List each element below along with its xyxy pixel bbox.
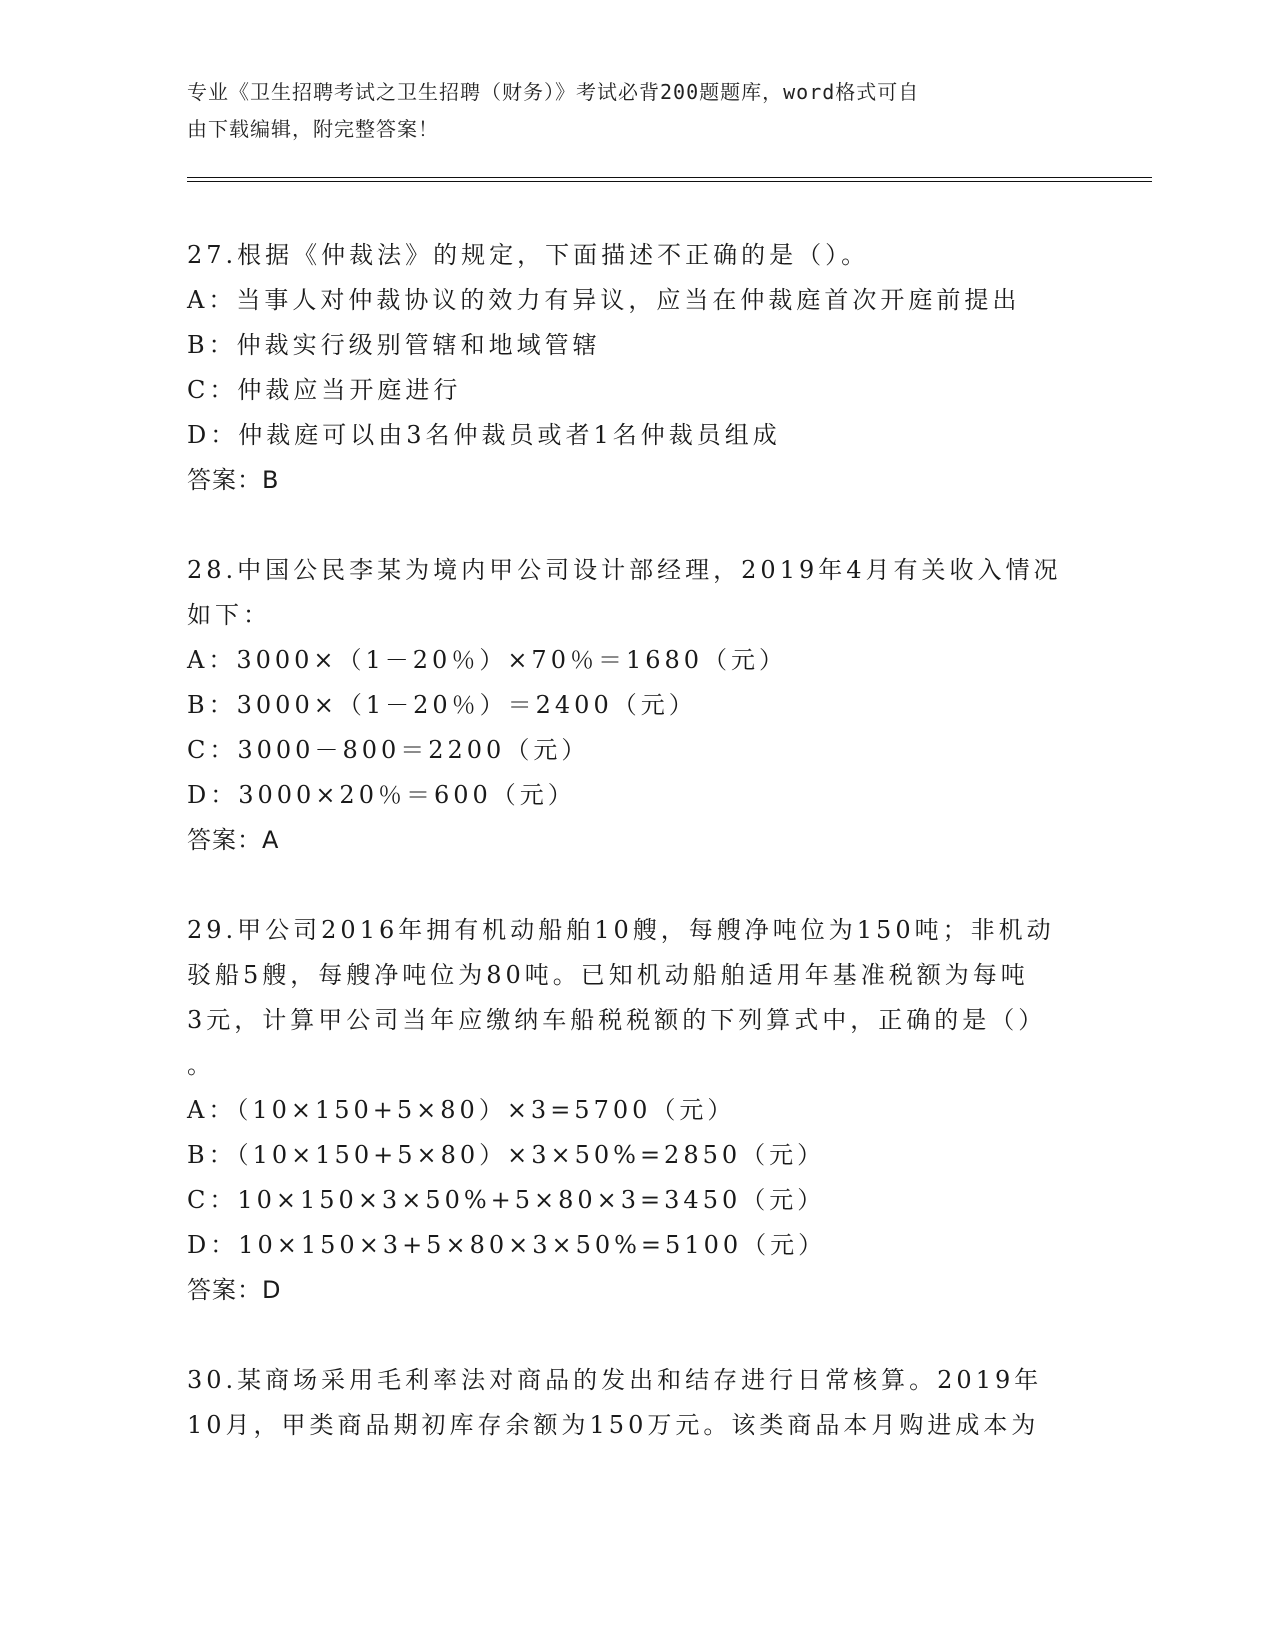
question-stem-cont: 驳船5艘，每艘净吨位为80吨。已知机动船舶适用年基准税额为每吨	[187, 961, 1029, 989]
option-a: A：（10×150+5×80）×3=5700（元）	[187, 1096, 736, 1124]
question-28	[187, 548, 1087, 863]
option-a: A：3000×（1－20％）×70％＝1680（元）	[187, 646, 788, 674]
question-27	[187, 233, 1087, 503]
option-c: C：仲裁应当开庭进行	[187, 376, 462, 404]
question-list	[187, 233, 1087, 1493]
header-divider-bottom	[187, 181, 1152, 182]
option-d: D：10×150×3+5×80×3×50%=5100（元）	[187, 1231, 827, 1259]
question-30	[187, 1358, 1087, 1448]
option-a: A：当事人对仲裁协议的效力有异议，应当在仲裁庭首次开庭前提出	[187, 286, 1021, 314]
question-29	[187, 908, 1087, 1313]
question-stem: 29.甲公司2016年拥有机动船舶10艘，每艘净吨位为150吨；非机动	[187, 916, 1055, 944]
question-stem-cont: 10月，甲类商品期初库存余额为150万元。该类商品本月购进成本为	[187, 1411, 1040, 1439]
header-line-2: 由下载编辑，附完整答案！	[187, 117, 439, 141]
option-c: C：3000－800＝2200（元）	[187, 736, 590, 764]
option-d: D：3000×20％＝600（元）	[187, 781, 576, 809]
option-c: C：10×150×3×50%+5×80×3=3450（元）	[187, 1186, 826, 1214]
question-stem-cont: 如下：	[187, 601, 271, 629]
question-stem: 27.根据《仲裁法》的规定，下面描述不正确的是（）。	[187, 241, 870, 269]
option-b: B：（10×150+5×80）×3×50%=2850（元）	[187, 1141, 826, 1169]
question-stem: 28.中国公民李某为境内甲公司设计部经理，2019年4月有关收入情况	[187, 556, 1062, 584]
question-stem-cont: 。	[187, 1051, 215, 1079]
document-header	[187, 74, 1067, 148]
option-b: B：仲裁实行级别管辖和地域管辖	[187, 331, 601, 359]
answer: 答案：B	[187, 466, 280, 494]
answer: 答案：A	[187, 826, 280, 854]
header-divider-top	[187, 177, 1152, 178]
answer: 答案：D	[187, 1276, 282, 1304]
option-d: D：仲裁庭可以由3名仲裁员或者1名仲裁员组成	[187, 421, 781, 449]
header-line-1: 专业《卫生招聘考试之卫生招聘（财务）》考试必背200题题库，word格式可自	[187, 80, 920, 104]
option-b: B：3000×（1－20％）＝2400（元）	[187, 691, 697, 719]
question-stem: 30.某商场采用毛利率法对商品的发出和结存进行日常核算。2019年	[187, 1366, 1043, 1394]
question-stem-cont: 3元，计算甲公司当年应缴纳车船税税额的下列算式中，正确的是（）	[187, 1006, 1047, 1034]
